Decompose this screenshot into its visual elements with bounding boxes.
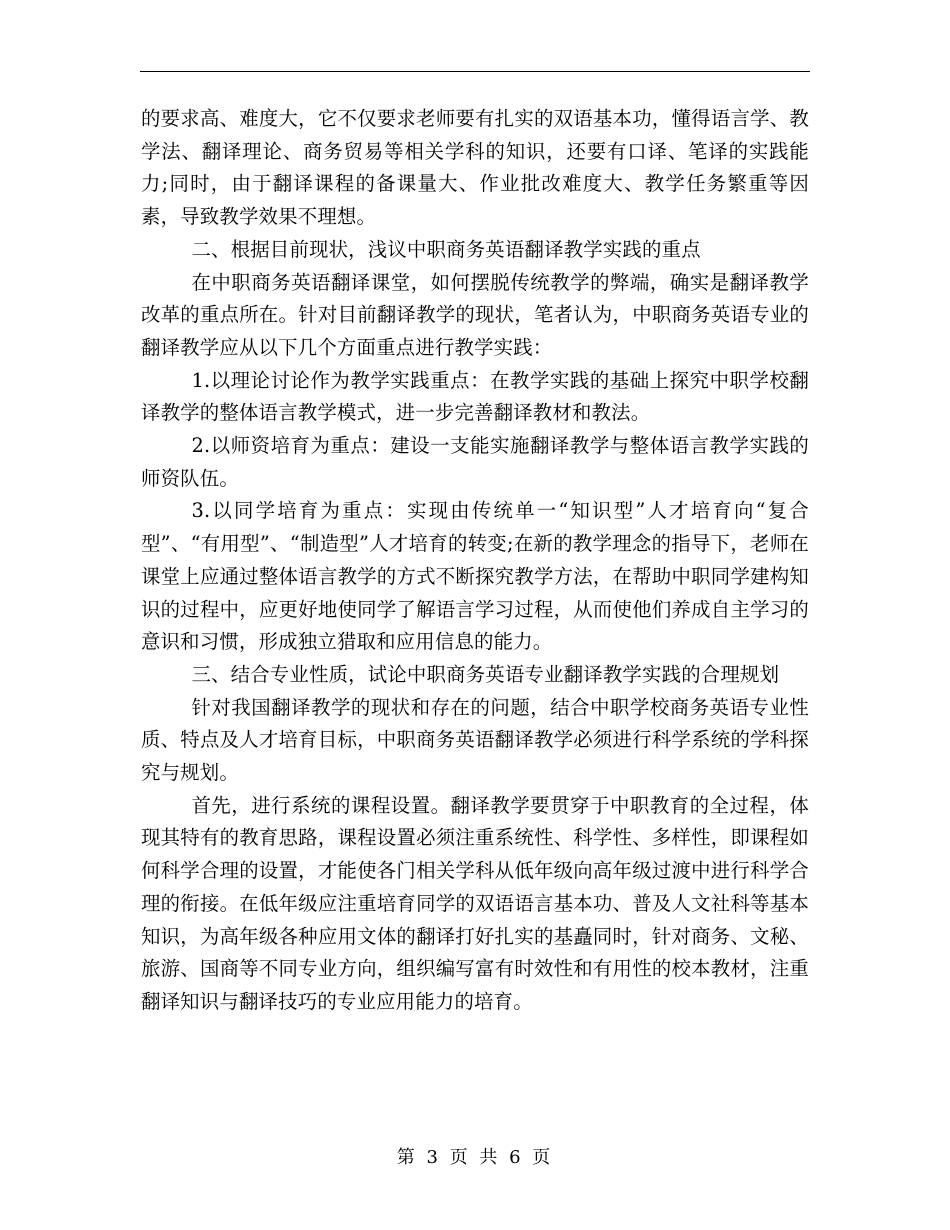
list-item: 2.以师资培育为重点：建设一支能实施翻译教学与整体语言教学实践的师资队伍。 — [141, 434, 809, 490]
header-rule — [140, 71, 810, 72]
section-heading: 二、根据目前现状，浅议中职商务英语翻译教学实践的重点 — [191, 237, 701, 261]
paragraph: 的要求高、难度大，它不仅要求老师要有扎实的双语基本功，懂得语言学、教学法、翻译理论、商务贸易等相关学科的知识，还要有口译、笔译的实践能力;同时，由于翻译课程的备课量大、作业批改难度大、教学任务繁重等因素，导致教学效果不理想。 — [141, 107, 809, 229]
paragraph: 在中职商务英语翻译课堂，如何摆脱传统教学的弊端，确实是翻译教学改革的重点所在。针对目前翻译教学的现状，笔者认为，中职商务英语专业的翻译教学应从以下几个方面重点进行教学实践： — [141, 270, 809, 359]
paragraph: 首先，进行系统的课程设置。翻译教学要贯穿于中职教育的全过程，体现其特有的教育思路，课程设置必须注重系统性、科学性、多样性，即课程如何科学合理的设置，才能使各门相关学科从低年级向高年级过渡中进行科学合理的衔接。在低年级应注重培育同学的双语语言基本功、普及人文社科等基本知识，为高年级各种应用文体的翻译打好扎实的基矗同时，针对商务、文秘、旅游、国商等不同专业方向，组织编写富有时效性和有用性的校本教材，注重翻译知识与翻译技巧的专业应用能力的培育。 — [141, 793, 809, 1013]
document-body — [141, 103, 809, 1019]
paragraph: 针对我国翻译教学的现状和存在的问题，结合中职学校商务英语专业性质、特点及人才培育目标，中职商务英语翻译教学必须进行科学系统的学科探究与规划。 — [141, 695, 809, 785]
page-number: 第 3 页 共 6 页 — [396, 1147, 554, 1168]
section-heading: 三、结合专业性质，试论中职商务英语专业翻译教学实践的合理规划 — [191, 662, 780, 686]
list-item: 3.以同学培育为重点：实现由传统单一“知识型”人才培育向“复合型”、“有用型”、“制造型”人才培育的转变;在新的教学理念的指导下，老师在课堂上应通过整体语言教学的方式不断探究教学方法，在帮助中职同学建构知识的过程中，应更好地使同学了解语言学习过程，从而使他们养成自主学习的意识和习惯，形成独立猎取和应用信息的能力。 — [141, 499, 809, 654]
list-item: 1.以理论讨论作为教学实践重点：在教学实践的基础上探究中职学校翻译教学的整体语言教学模式，进一步完善翻译教材和教法。 — [141, 368, 809, 425]
